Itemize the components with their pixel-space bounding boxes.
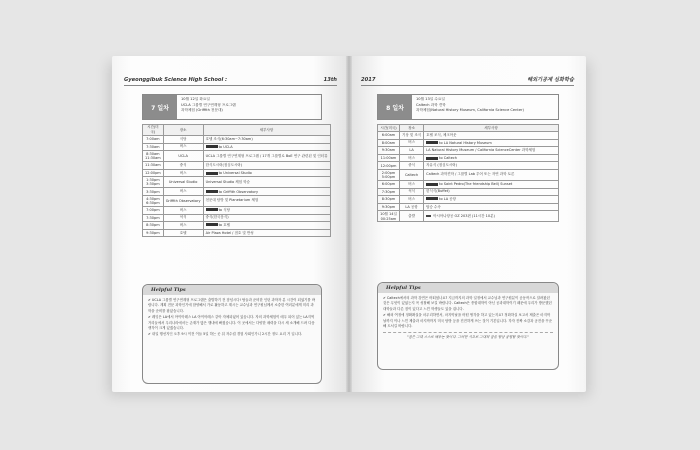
table-header-row [143,125,331,136]
row-time [378,196,400,204]
day-label: 7 일차 [143,95,177,119]
detail-text: LA Natural History Museum / California ScienceCenter 과학체험 [426,147,536,152]
time-line: 12:00pm [380,163,397,168]
row-time [378,147,400,155]
row-time [143,151,164,162]
row-time [143,169,164,177]
col-detail: 세부사항 [203,125,330,136]
detail-text: to Griffith Observatory [218,189,259,194]
time-line: 10월 14일 [380,211,397,216]
right-running-header [361,76,574,86]
tip-paragraph: ✔ Caltech에서의 과학 강연은 어떠셨나요? 지금까지의 과학 일정에서 교수님과 연구원분이 공동작으로 알려왔던 것은 무엇이 있었는지 꼭 성찰해 보길 바랍니다. Caltech은 종합대학이 아닌 공과대학이기 때문에 우리가 방문했던 대학들과 다른 점이 있다고 느낀 학생들도 있을 겁니다. [383,296,552,311]
row-detail [203,151,330,162]
row-detail [203,136,330,144]
detail-text: to UCLA [218,144,233,149]
redacted-mark [206,145,218,148]
day-activity: 과학체험(Natural History Museum, California Science Center) [416,108,524,113]
row-place: LA 공항 [400,203,424,211]
tips-body [143,295,321,342]
detail-text: Caltech 과학견학 / 그룹별 Lab 투어 또는 자연 과학 토론 [426,172,515,177]
row-detail [424,162,559,170]
day-description [412,95,558,119]
table-header-row [378,125,559,132]
time-line: 9:30pm [146,231,160,236]
detail-text: to LA 공항 [439,196,457,201]
table-row [143,143,331,151]
detail-text: 천문대 탐방 및 Planetarium 체험 [205,198,259,203]
row-place: Universal Studio [163,177,203,188]
row-place: 버스 [400,180,424,188]
table-row [143,188,331,196]
row-place: 버스 [163,143,203,151]
row-time [143,229,164,237]
row-detail [203,162,330,170]
redacted-mark [426,183,438,186]
row-detail [203,214,330,222]
time-line: 1:30pm [146,178,160,183]
row-detail [424,139,559,147]
redacted-mark [426,141,438,144]
row-place: 버스 [400,139,424,147]
row-place: 버스 [400,196,424,204]
detail-text: to LA Natural History Museum [439,140,492,145]
edition-number: 13th [323,77,337,83]
table-row [378,196,559,204]
row-place: Griffith Observatory [163,195,203,206]
helpful-tips-box [142,284,322,384]
open-booklet [112,56,586,392]
row-place: 호텔 [163,229,203,237]
detail-text: 아시아나항공 OZ 203편 (11시간 10분) [433,213,495,218]
row-time [378,162,400,170]
detail-text: 한식식(Buffet) [426,189,450,194]
tips-title: Helpful Tips [143,285,321,295]
detail-text: Universal Studio 체험 학습 [205,179,250,184]
tips-title: Helpful Tips [378,283,558,293]
redacted-mark [206,223,218,226]
table-row [143,222,331,230]
row-place: 버스 [163,188,203,196]
row-time [378,188,400,196]
row-time [378,169,400,180]
right-page [349,56,586,392]
row-detail [424,188,559,196]
detail-text: 호텔 조식(6:30am~7:30am) [205,136,253,141]
row-time [143,214,164,222]
row-detail [424,132,559,140]
program-name: 해외기공계 심화학습 [527,77,574,83]
row-place: 버스 [163,206,203,214]
year: 2017 [361,77,376,83]
time-line: 8:30pm [146,223,160,228]
left-running-header [124,76,337,86]
row-detail [203,177,330,188]
left-page [112,56,349,392]
day-label: 8 일차 [378,95,412,119]
helpful-tips-box [377,282,559,370]
row-detail [203,222,330,230]
row-place: UCLA [163,151,203,162]
row-place: 석식 [400,188,424,196]
time-line: 8:30am [146,152,160,157]
time-line: 7:00pm [146,208,160,213]
time-line: 4:30pm [146,196,160,201]
table-row [378,139,559,147]
detail-text: to Saint Pedro(The friendship Bell) Sunset [439,182,513,187]
time-line: 6:00am [381,133,396,138]
detail-text: 자유식 (점심도시락) [426,163,458,168]
airplane-icon [426,215,431,217]
row-time [378,203,400,211]
table-row [378,154,559,162]
day-header [377,94,559,120]
tip-paragraph: ✔ UCLA 그룹별 연구연계형 프로그램은 출발하기 전 잠넘시다! 팀들과 준비한 인턴 과학자 분 시간이 되었기를 바랍니다. 계획 전문 과학인기에 함양해서 가로 활동하고 계시는 교수님과 연구원님께서 소중한 여러분에게 미리 과학을 준비를 잡았습니다. [148,298,316,313]
time-line: 2:00pm [381,170,396,175]
row-time [378,139,400,147]
table-row [143,214,331,222]
time-line: 7:30pm [146,215,160,220]
table-row [143,177,331,188]
day-program: Caltech 과학 견학 [416,102,446,107]
row-place: Caltech [400,169,424,180]
redacted-mark [206,172,218,175]
schedule-table [142,124,331,237]
row-detail [203,206,330,214]
time-line: 6:00pm [381,182,396,187]
time-line: 11:30am [145,156,161,161]
row-detail [203,188,330,196]
time-line: 7:00am [146,137,160,142]
table-row [143,206,331,214]
row-time [378,154,400,162]
table-row [378,203,559,211]
row-time [143,222,164,230]
day-date: 10월 12일 화요일 [181,97,210,101]
time-line: 11:30am [145,163,161,168]
detail-text: Air Plaza Hotel / 점호 및 반성 [205,230,254,235]
row-detail [424,147,559,155]
table-row [378,132,559,140]
table-row [143,195,331,206]
row-place: 버스 [400,154,424,162]
row-time [143,143,164,151]
row-detail [424,169,559,180]
table-row [378,211,559,222]
row-time [378,132,400,140]
detail-text: to Caltech [439,156,457,161]
time-line: 3:30pm [146,189,160,194]
row-place: 석식 [163,214,203,222]
row-place: LA [400,147,424,155]
detail-text: 호텔 조식, 체크아웃 [426,132,457,137]
col-time: 시간(미국) [378,125,400,132]
detail-text: to Universal Studio [218,171,252,176]
row-place: 중식 [163,162,203,170]
row-detail [424,211,559,222]
day-header [142,94,322,120]
row-place: 버스 [163,169,203,177]
detail-text: UCLA 그룹별 연구연계형 프로그램 / 17개 그룹별로 BoE 연구 관련된 및 인터뷰 [205,153,328,158]
table-row [378,162,559,170]
row-detail [203,169,330,177]
school-name: Gyeonggibuk Science High School : [124,77,228,83]
row-time [143,188,164,196]
day-date: 10월 13일 수요일 [416,97,445,101]
redacted-mark [206,190,218,193]
row-time [378,211,400,222]
time-line: 12:00pm [145,171,161,176]
tip-paragraph: ✔ 내일 행선지인 오후 9시 이전 이들 5일 하는 곳 뒤 자수렵 경험 사회인가니 2시간 정도 요리 거 입니다. [148,332,303,337]
row-detail [424,180,559,188]
tip-paragraph: ✔ 레잉은 LA에서 아이아레스 LA 아이아레스 같아 자체되었어 있습니다. 자의 과학체험이 매우 되어 있는 LA지역거리들에서 우리나라에서는 존재가 많은 행내에 빠졌습니다. 이 곳에서는 다양한 매력을 다시 새 소개해 드려 다음 생각이 크게 있겠습니다. [148,315,315,331]
day-program: UCLA 그룹별 연구연계형 프로그램 [181,102,236,107]
tips-body [378,293,558,344]
table-row [378,147,559,155]
table-row [378,188,559,196]
time-line: 7:30am [146,144,160,149]
redacted-mark [206,208,218,211]
row-time [143,136,164,144]
time-line: 9:30pm [381,205,396,210]
redacted-mark [426,197,438,200]
redacted-mark [426,157,438,160]
row-detail [203,143,330,151]
row-detail [203,195,330,206]
time-line: 8:30pm [381,197,396,202]
col-detail: 세부사항 [424,125,559,132]
time-line: 8:00am [381,140,396,145]
table-row [143,162,331,170]
schedule-table [377,124,559,222]
row-time [378,180,400,188]
col-place: 장소 [163,125,203,136]
row-detail [424,154,559,162]
table-row [143,151,331,162]
row-detail [424,196,559,204]
book-spine [346,56,352,392]
detail-text: 한식도시락(점심도시락) [205,162,243,167]
table-row [378,169,559,180]
row-time [143,162,164,170]
col-time: 시간(미국) [143,125,164,136]
day-activity: 과학체험 (Griffith 천문대) [181,108,223,113]
row-place: 기상 및 조식 [400,132,424,140]
detail-text: to 식당 [218,207,230,212]
time-line: 7:30pm [381,189,396,194]
row-time [143,177,164,188]
col-place: 장소 [400,125,424,132]
detail-text: to 호텔 [218,222,230,227]
time-line: 9:30am [381,148,396,153]
table-row [143,229,331,237]
time-line: 11:00am [380,156,397,161]
time-line: 00:25am [380,216,397,221]
row-place: 버스 [163,222,203,230]
row-time [143,206,164,214]
row-place: 출발 [400,211,424,222]
time-line: 6:30pm [146,200,160,205]
day-description [177,95,321,119]
table-row [143,136,331,144]
detail-text: 탑승 수속 [426,204,441,209]
row-detail [203,229,330,237]
detail-text: 중식(한국음식) [205,215,229,220]
time-line: 5:00pm [381,174,396,179]
row-place: 중식 [400,162,424,170]
row-place: 식당 [163,136,203,144]
tip-paragraph: ✔ 해외 여정에 정확확실을 마무리하면서, 마지막날을 어떤 생각을 하고 있는지요? 정화하실 보고서 제출은 마지막날까지 이나 느낀 제출과 마지막까지 미국 탐방 등을 진전하게 쓰는 것이 기본입니다. 각자 진짜 소감과 공전을 꾸준해 도서길 바랍니다. [383,313,552,329]
time-line: 3:30pm [146,182,160,187]
row-detail [424,203,559,211]
table-row [143,169,331,177]
table-row [378,180,559,188]
tips-quote: "꿈은 그대 스스로 배우는 것이다. 그러한 시초로 그대의 꿈을 향상 공평할 것이다." [383,332,553,340]
row-time [143,195,164,206]
